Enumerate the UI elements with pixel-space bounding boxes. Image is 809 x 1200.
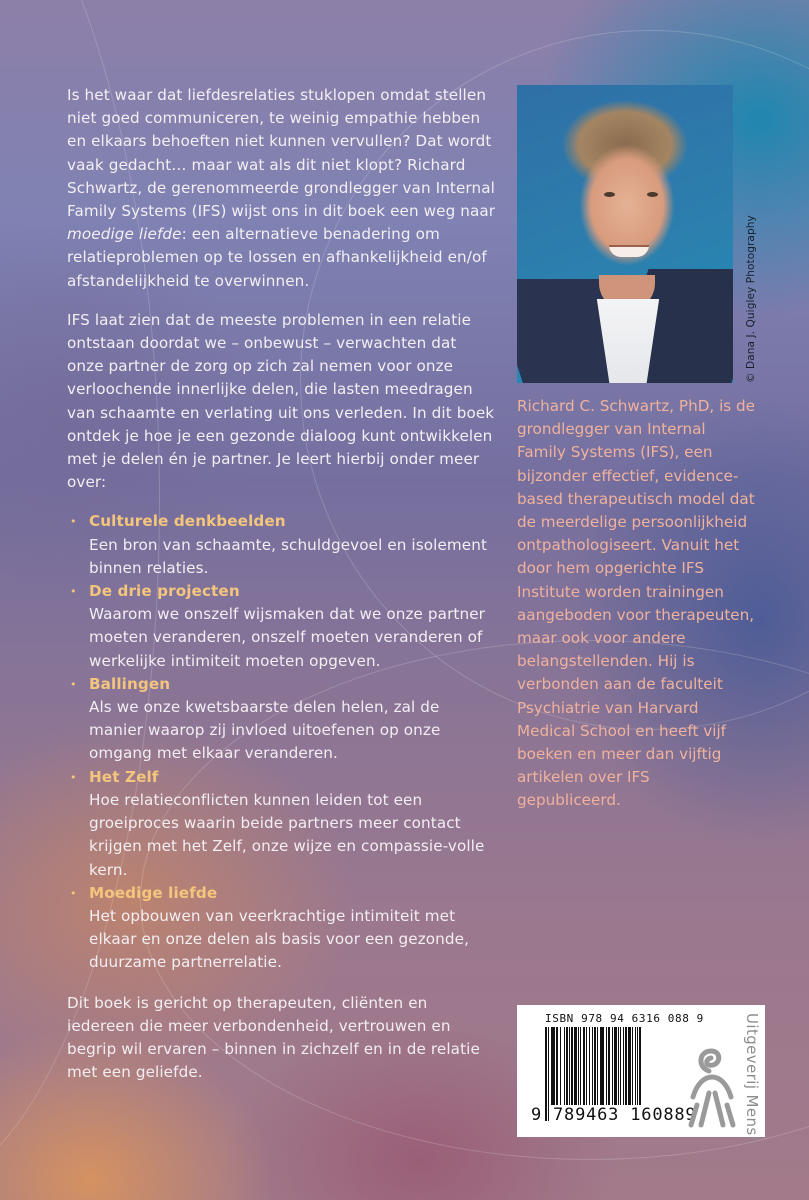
feature-description: Een bron van schaamte, schuldgevoel en isolement binnen relaties. bbox=[89, 535, 488, 577]
human-figure-icon bbox=[687, 1043, 737, 1129]
isbn-first-digit: 9 bbox=[531, 1105, 542, 1125]
isbn-barcode-box bbox=[517, 1005, 765, 1143]
feature-item bbox=[67, 580, 497, 673]
feature-title: • De drie projecten bbox=[89, 582, 240, 601]
feature-title: • Moedige liefde bbox=[89, 883, 218, 902]
publisher-name: Uitgeverij Mens! bbox=[743, 1013, 761, 1143]
book-title-emphasis: moedige liefde bbox=[67, 225, 182, 244]
photo-credit: © Dana J. Quigley Photography bbox=[745, 215, 757, 383]
back-cover-blurb bbox=[67, 84, 497, 1100]
feature-description: Als we onze kwetsbaarste delen helen, zal de manier waarop zij invloed uitoefenen op onze omgang met elkaar veranderen. bbox=[89, 698, 441, 763]
feature-title: • Ballingen bbox=[89, 674, 171, 693]
eye-shape bbox=[604, 192, 615, 197]
author-photo bbox=[517, 85, 733, 383]
feature-item bbox=[67, 673, 497, 766]
feature-title: • Culturele denkbeelden bbox=[89, 512, 286, 531]
feature-title: • Het Zelf bbox=[89, 767, 159, 786]
eye-shape bbox=[647, 192, 658, 197]
feature-description: Het opbouwen van veerkrachtige intimiteit met elkaar en onze delen als basis voor een gezonde, duurzame partnerrelatie. bbox=[89, 906, 469, 972]
feature-item bbox=[67, 766, 497, 882]
feature-list bbox=[67, 510, 497, 974]
ifs-paragraph: IFS laat zien dat de meeste problemen in een relatie ontstaan doordat we – onbewust – verwachten dat onze partner de zorg op zich zal nemen voor onze verloochende innerlijke delen, die lasten meedragen van schaamte en verlating uit ons verleden. In dit boek ontdek je hoe je een gezonde dialoog kunt ontwikkelen met je delen én je partner. Je leert hierbij onder meer over: bbox=[67, 310, 495, 492]
feature-description: Hoe relatieconflicten kunnen leiden tot een groeiproces waarin beide partners meer contact krijgen met het Zelf, onze wijze en compassie-volle kern. bbox=[89, 790, 485, 879]
isbn-label: ISBN 978 94 6316 088 9 bbox=[545, 1012, 704, 1025]
intro-paragraph: Is het waar dat liefdesrelaties stuklopen omdat stellen niet goed communiceren, te weinig empathie hebben en elkaars behoeften niet kunnen vervullen? Dat wordt vaak gedacht… maar wat als dit niet klopt? Richard Schwartz, de gerenommeerde grondlegger van Internal Family Systems (IFS) wijst ons in dit boek een weg naar moedige liefde: een alternatieve benadering om relatieproblemen op te lossen en afhankelijkheid en/of afstandelijkheid te overwinnen. bbox=[67, 86, 496, 290]
feature-item bbox=[67, 510, 497, 580]
feature-item bbox=[67, 882, 497, 975]
author-bio: Richard C. Schwartz, PhD, is de grondlegger van Internal Family Systems (IFS), een bijzonder effectief, evidence-based therapeutisch model dat de meerdelige persoonlijkheid ontpathologiseert. Vanuit het door hem opgerichte IFS Institute worden trainingen aangeboden voor therapeuten, maar ook voor andere belangstellenden. Hij is verbonden aan de faculteit Psychiatrie van Harvard Medical School en heeft vijf boeken en meer dan vijftig artikelen over IFS gepubliceerd. bbox=[517, 397, 756, 810]
feature-description: Waarom we onszelf wijsmaken dat we onze partner moeten veranderen, onszelf moeten veranderen of werkelijke intimiteit moeten opgeven. bbox=[89, 605, 485, 670]
isbn-digits: 789463 160889 bbox=[553, 1105, 697, 1125]
smile-shape bbox=[609, 245, 649, 257]
closing-paragraph: Dit boek is gericht op therapeuten, cliënten en iedereen die meer verbondenheid, vertrouwen en begrip wil ervaren – binnen in zichzelf en in de relatie met een geliefde. bbox=[67, 993, 480, 1082]
